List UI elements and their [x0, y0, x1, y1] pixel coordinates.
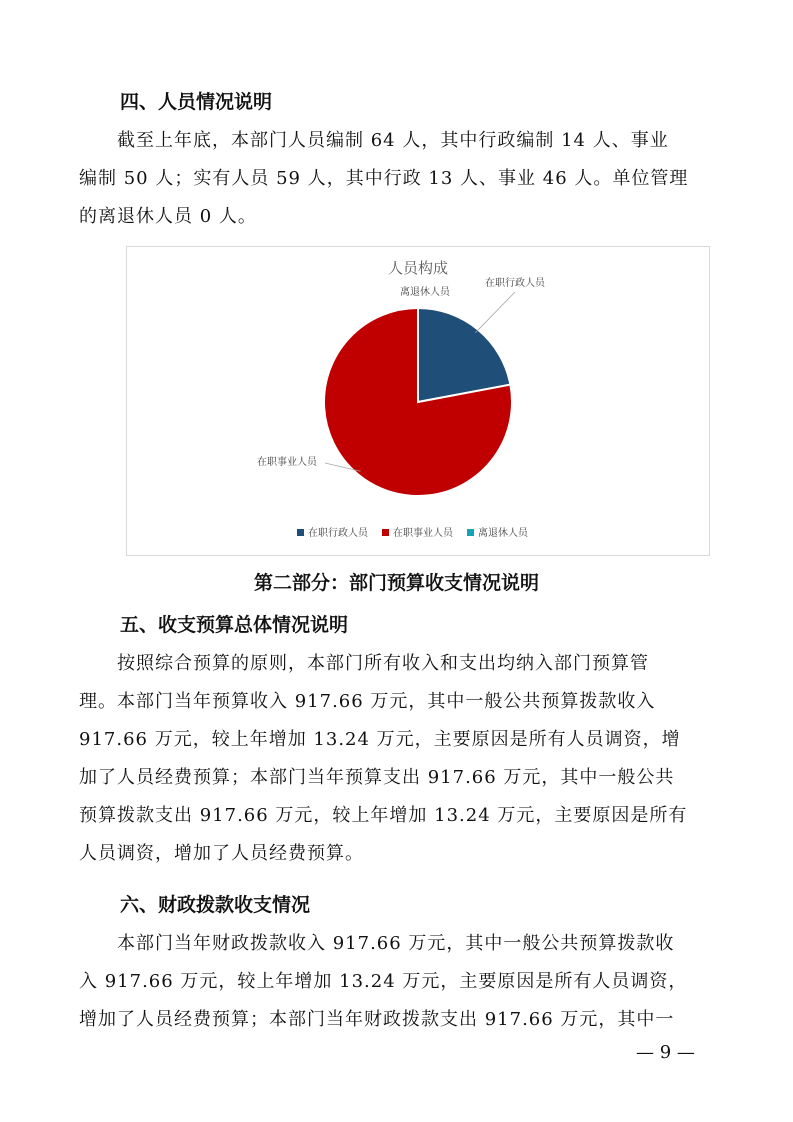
- paragraph-line: 917.66 万元，较上年增加 13.24 万元，主要原因是所有人员调资，增: [79, 729, 681, 750]
- paragraph-line: 截至上年底，本部门人员编制 64 人，其中行政编制 14 人、事业: [79, 130, 669, 151]
- paragraph-line: 增加了人员经费预算；本部门当年财政拨款支出 917.66 万元，其中一: [79, 1009, 675, 1030]
- paragraph-line: 预算拨款支出 917.66 万元，较上年增加 13.24 万元，主要原因是所有: [79, 805, 688, 826]
- pie-label-3: 离退休人员: [400, 287, 450, 298]
- paragraph-line: 加了人员经费预算；本部门当年预算支出 917.66 万元，其中一般公共: [79, 767, 675, 788]
- part-2-heading: 第二部分：部门预算收支情况说明: [253, 572, 539, 594]
- legend-swatch-2: [382, 529, 389, 536]
- chart-title: 人员构成: [387, 259, 449, 277]
- paragraph-line: 本部门当年财政拨款收入 917.66 万元，其中一般公共预算拨款收: [79, 933, 675, 954]
- leader-line-1: [475, 292, 515, 333]
- paragraph-line: 按照综合预算的原则，本部门所有收入和支出均纳入部门预算管: [79, 653, 649, 674]
- paragraph-line: 编制 50 人；实有人员 59 人，其中行政 13 人、事业 46 人。单位管理: [79, 168, 689, 189]
- pie-chart-svg: [127, 247, 709, 555]
- legend-label-1: 在职行政人员: [308, 528, 368, 539]
- section-5-paragraph: [79, 645, 721, 873]
- pie-label-2: 在职事业人员: [257, 457, 317, 468]
- paragraph-line: 人员调资，增加了人员经费预算。: [79, 843, 364, 864]
- section-4-heading: 四、人员情况说明: [120, 91, 273, 113]
- legend-swatch-3: [467, 529, 474, 536]
- section-6-heading: 六、财政拨款收支情况: [120, 894, 311, 916]
- page-number: — 9 —: [636, 1042, 695, 1063]
- paragraph-line: 的离退休人员 0 人。: [79, 206, 257, 227]
- paragraph-line: 理。本部门当年预算收入 917.66 万元，其中一般公共预算拨款收入: [79, 691, 656, 712]
- pie-label-1: 在职行政人员: [485, 278, 545, 289]
- paragraph-line: 入 917.66 万元，较上年增加 13.24 万元，主要原因是所有人员调资，: [79, 971, 688, 992]
- staff-composition-chart: [126, 246, 710, 556]
- legend-swatch-1: [297, 529, 304, 536]
- section-6-paragraph: [79, 925, 721, 1039]
- section-4-paragraph: [79, 122, 721, 236]
- legend-label-3: 离退休人员: [478, 528, 528, 539]
- legend-label-2: 在职事业人员: [393, 528, 453, 539]
- section-5-heading: 五、收支预算总体情况说明: [120, 614, 349, 636]
